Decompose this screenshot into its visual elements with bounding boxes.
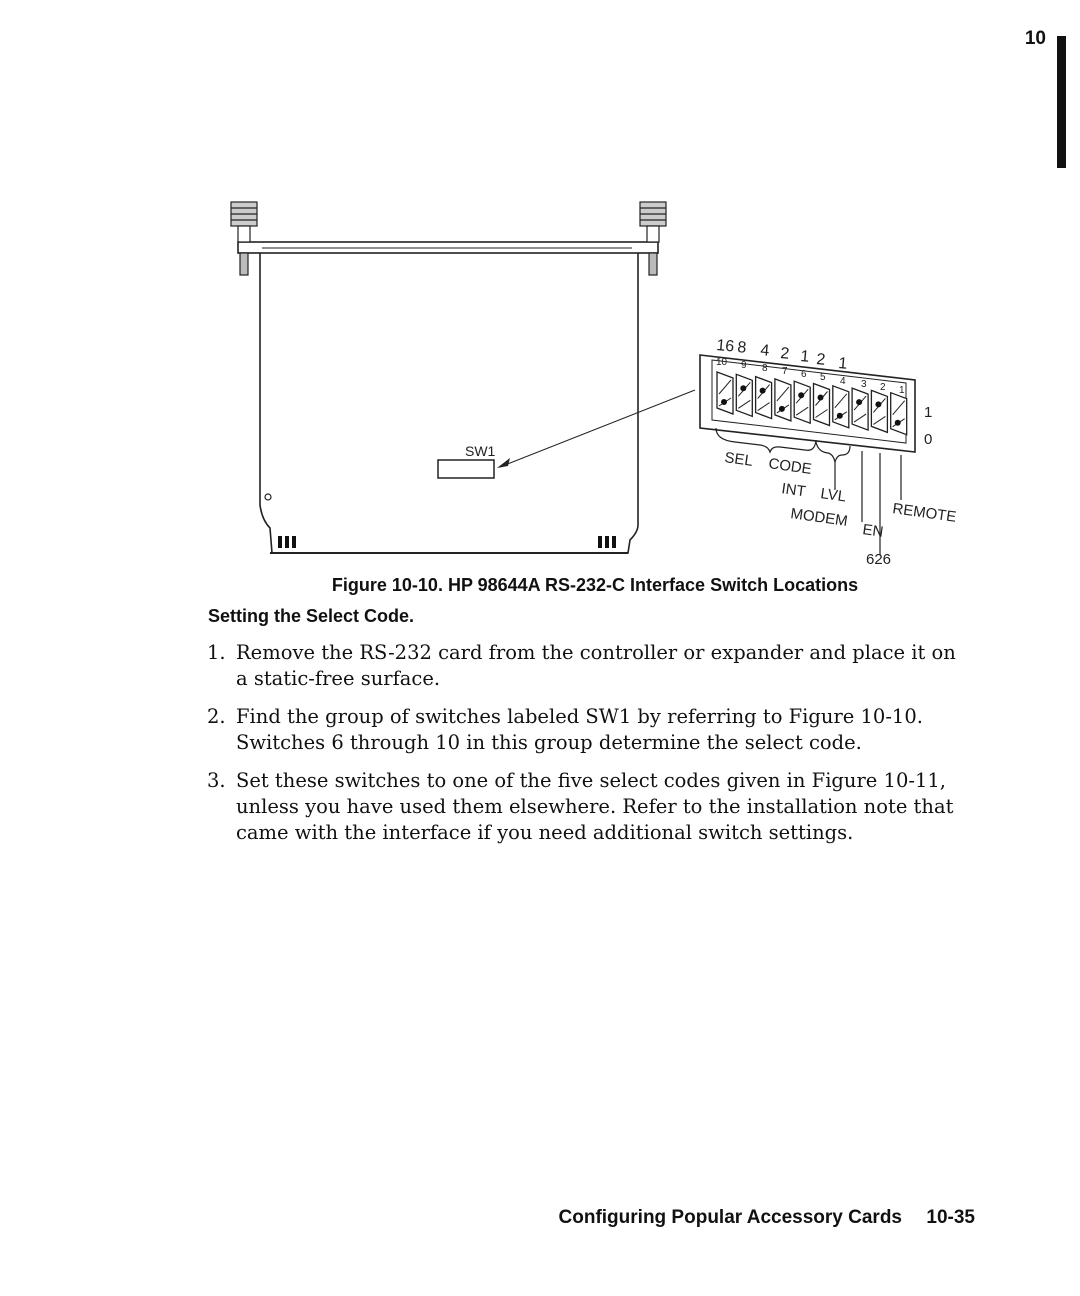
int-lvl-brace bbox=[816, 442, 850, 462]
leader-arrowhead bbox=[497, 458, 510, 468]
switch-location-figure bbox=[0, 0, 1080, 580]
figure-caption: Figure 10-10. HP 98644A RS-232-C Interface Switch Locations bbox=[331, 575, 859, 595]
rocker-dot bbox=[818, 395, 824, 401]
chapter-tab: 10 bbox=[1024, 28, 1046, 49]
state-on-label: 1 bbox=[924, 404, 933, 421]
page-number: 10-35 bbox=[926, 1207, 975, 1228]
list-item bbox=[207, 768, 967, 846]
rocker-dot bbox=[721, 399, 727, 405]
weight-label: 16 bbox=[715, 337, 735, 356]
part-number-label: 626 bbox=[866, 551, 892, 568]
rocker-dot bbox=[895, 420, 901, 426]
step-number: 1. bbox=[207, 641, 226, 664]
state-off-label: 0 bbox=[924, 431, 933, 448]
switch-number: 10 bbox=[716, 357, 728, 368]
switch-number: 6 bbox=[801, 369, 807, 380]
right-thumbscrew bbox=[640, 202, 666, 275]
weight-label: 4 bbox=[759, 342, 771, 360]
switch-number: 8 bbox=[762, 363, 768, 374]
switch-number: 1 bbox=[899, 385, 905, 396]
switch-number: 9 bbox=[741, 360, 747, 371]
leader-line bbox=[500, 390, 695, 467]
step-number: 3. bbox=[207, 769, 226, 792]
mounting-hole bbox=[265, 494, 271, 500]
step-number: 2. bbox=[207, 705, 226, 728]
switch-number: 3 bbox=[861, 379, 867, 390]
footer-title: Configuring Popular Accessory Cards bbox=[558, 1207, 902, 1228]
rocker-dot bbox=[779, 406, 785, 412]
rocker-dot bbox=[740, 385, 746, 391]
sel-label: SEL bbox=[723, 449, 754, 470]
code-label: CODE bbox=[767, 455, 813, 478]
switch-number: 4 bbox=[840, 376, 846, 387]
step-text: Remove the RS-232 card from the controller or expander and place it on a static-free surface. bbox=[236, 641, 956, 690]
card-outline bbox=[260, 253, 638, 553]
weight-label: 1 bbox=[837, 355, 849, 373]
steps-list bbox=[207, 640, 967, 858]
rocker-dot bbox=[798, 392, 804, 398]
interface-card bbox=[238, 242, 658, 553]
en-label: EN bbox=[861, 521, 885, 541]
rocker-dot bbox=[875, 401, 881, 407]
list-item bbox=[207, 640, 967, 692]
rocker-dot bbox=[760, 388, 766, 394]
rocker-dot bbox=[837, 413, 843, 419]
switch-number: 7 bbox=[782, 366, 788, 377]
step-text: Set these switches to one of the five select codes given in Figure 10-11, unless you have used them elsewhere. Refer to the installation note that came with the interface if you need additional switch settings. bbox=[236, 769, 954, 844]
switch-number: 2 bbox=[880, 382, 886, 393]
edge-connector-marks bbox=[278, 536, 616, 548]
weight-label: 8 bbox=[736, 339, 748, 357]
sw1-location-box bbox=[438, 460, 494, 478]
weight-label: 2 bbox=[815, 351, 827, 369]
sw1-label: SW1 bbox=[465, 443, 496, 459]
modem-label: MODEM bbox=[789, 505, 849, 530]
weight-label: 1 bbox=[799, 348, 811, 366]
switch-rockers bbox=[717, 372, 907, 435]
remote-label: REMOTE bbox=[891, 500, 958, 526]
lvl-label: LVL bbox=[819, 485, 848, 506]
step-text: Find the group of switches labeled SW1 by referring to Figure 10-10. Switches 6 through 10 in this group determine the select code. bbox=[236, 705, 923, 754]
rocker-dot bbox=[856, 399, 862, 405]
list-item bbox=[207, 704, 967, 756]
section-heading: Setting the Select Code. bbox=[208, 606, 415, 626]
switch-number: 5 bbox=[820, 372, 826, 383]
weight-label: 2 bbox=[779, 345, 791, 363]
left-thumbscrew bbox=[231, 202, 257, 275]
int-label: INT bbox=[780, 480, 807, 501]
